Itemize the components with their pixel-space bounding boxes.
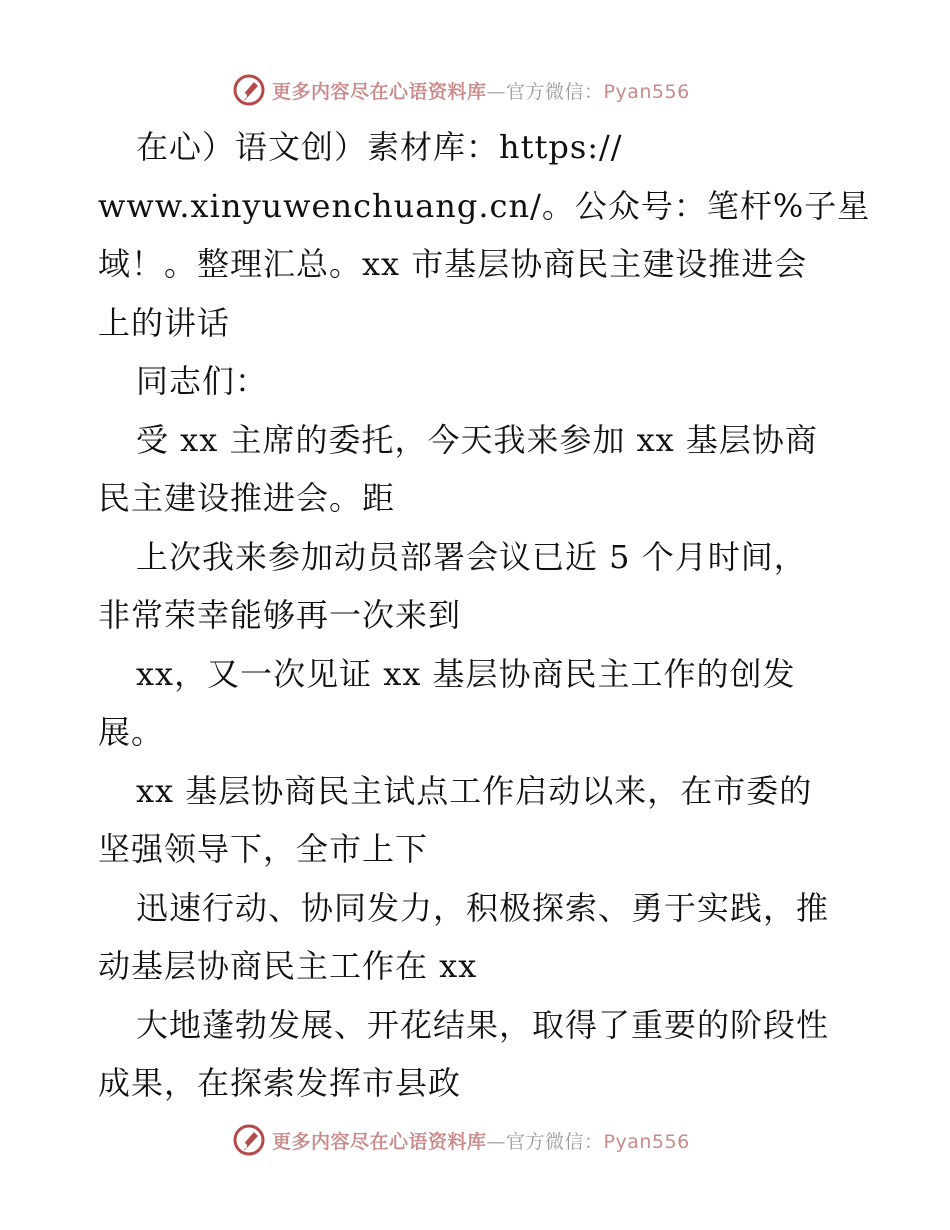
document-line: 同志们：: [136, 362, 269, 400]
document-line: 民主建设推进会。距: [98, 479, 396, 517]
document-line: www.xinyuwenchuang.cn/。公众号：笔杆%子星: [98, 186, 871, 225]
document-line: 成果，在探索发挥市县政: [98, 1064, 462, 1102]
document-line: 上的讲话: [98, 303, 231, 342]
document-line: 展。: [98, 713, 165, 751]
document-line: 在心）语文创）素材库：https://: [136, 128, 623, 166]
document-line: 域！。整理汇总。xx 市基层协商民主建设推进会: [98, 245, 808, 283]
document-line: 坚强领导下，全市上下: [98, 830, 429, 868]
document-line: 非常荣幸能够再一次来到: [98, 596, 462, 634]
document-line: xx，又一次见证 xx 基层协商民主工作的创发: [136, 654, 796, 693]
footer-banner: [232, 1120, 752, 1160]
document-line: 受 xx 主席的委托，今天我来参加 xx 基层协商: [136, 420, 818, 459]
footer-banner-wechat-label: 官方微信：: [506, 1130, 604, 1153]
document-line: 动基层协商民主工作在 xx: [98, 947, 478, 985]
document-line: 上次我来参加动员部署会议已近 5 个月时间，: [136, 537, 807, 576]
footer-banner-wechat-id: Pyan556: [603, 1130, 690, 1153]
header-banner-dash: —: [486, 80, 507, 103]
header-banner-wechat-id: Pyan556: [603, 80, 690, 103]
header-banner-main: 更多内容尽在心语资料库: [272, 80, 487, 103]
logo-icon: [232, 73, 266, 107]
header-banner-wechat-label: 官方微信：: [506, 80, 604, 103]
footer-banner-text: [272, 1127, 690, 1154]
header-banner-text: [272, 77, 690, 104]
footer-banner-main: 更多内容尽在心语资料库: [272, 1130, 487, 1153]
document-body: [98, 118, 878, 1113]
footer-banner-dash: —: [486, 1130, 507, 1153]
document-line: xx 基层协商民主试点工作启动以来，在市委的: [136, 771, 813, 810]
document-line: 迅速行动、协同发力，积极探索、勇于实践，推: [136, 888, 830, 927]
header-banner: [232, 70, 752, 110]
document-line: 大地蓬勃发展、开花结果，取得了重要的阶段性: [136, 1005, 830, 1044]
logo-icon: [232, 1123, 266, 1157]
